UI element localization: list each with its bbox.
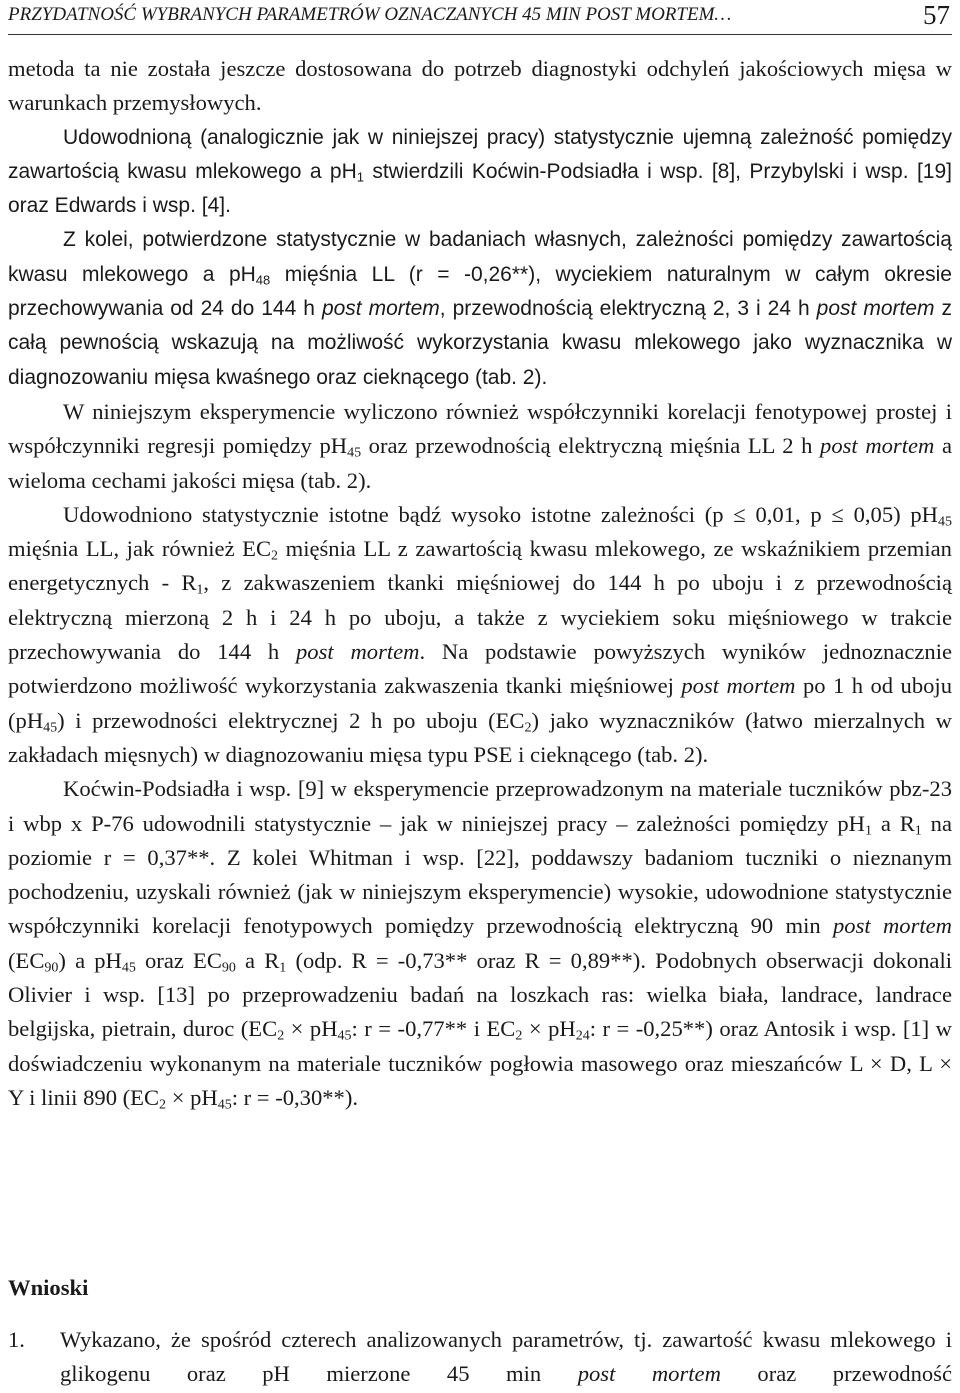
list-item-text: Wykazano, że spośród czterech analizowanych parametrów, tj. zawartość kwasu mlekowego i glikogenu oraz pH mierzone 45 min post mortem oraz przewodność — [60, 1327, 952, 1387]
running-title: PRZYDATNOŚĆ WYBRANYCH PARAMETRÓW OZNACZANYCH 45 MIN POST MORTEM… — [8, 4, 732, 25]
paragraph-4: Udowodniono statystycznie istotne bądź wysoko istotne zależności (p ≤ 0,01, p ≤ 0,05) $pH_{45}$ mięśnia LL, jak również $EC_2$ mięśnia LL z zawartością kwasu mlekowego, ze wskaźnikiem przemian energetycznych - $R_1$, z zakwaszeniem tkanki mięśniowej do 144 h po uboju i z przewodnością elektryczną mierzoną 2 h i 24 h po uboju, a także z wyciekiem soku mięśniowego w trakcie przechowywania do 144 h post mortem. Na podstawie powyższych wyników jednoznacznie potwierdzono możliwość wykorzystania zakwaszenia tkanki mięśniowej post mortem po 1 h od uboju $(pH_{45})$ i przewodności elektrycznej 2 h po uboju $(EC_2)$ jako wyznaczników (łatwo mierzalnych w zakładach mięsnych) w diagnozowaniu mięsa typu PSE i cieknącego (tab. 2). — [8, 501, 953, 767]
section-heading-wnioski: Wnioski — [8, 1275, 89, 1300]
page-number: 57 — [923, 0, 950, 30]
paragraph-5: Koćwin-Podsiadła i wsp. [9] w eksperymencie przeprowadzonym na materiale tuczników pbz-23 i wbp x P-76 udowodnili statystycznie – jak w niniejszej pracy – zależności pomiędzy $pH_1$ a $R_1$ na poziomie r = 0,37**. Z kolei Whitman i wsp. [22], poddawszy badaniom tuczniki o nieznanym pochodzeniu, uzyskali również (jak w niniejszym eksperymencie) wysokie, udowodnione statystycznie współczynniki korelacji fenotypowych pomiędzy przewodnością elektryczną 90 min post mortem $(EC_{90})$ a $pH_{45}$ oraz $EC_{90}$ a $R_1$ (odp. R = -0,73** oraz R = 0,89**). Podobnych obserwacji dokonali Olivier i wsp. [13] po przeprowadzeniu badań na loszkach ras: wielka biała, landrace, landrace belgijska, pietrain, duroc ($EC_2 \times pH_{45}$: r = -0,77** i $EC_2 \times pH_{24}$: r = -0,25**) oraz Antosik i wsp. [1] w doświadczeniu wykonanym na materiale tuczników pogłowia masowego oraz mieszańców L × D, L × Y i linii 890 ($EC_2 \times pH_{45}$: r = -0,30**). — [8, 776, 952, 1113]
paragraph-0: metoda ta nie została jeszcze dostosowana do potrzeb diagnostyki odchyleń jakościowych mięsa w warunkach przemysłowych. — [8, 56, 952, 116]
paragraph-3: W niniejszym eksperymencie wyliczono również współczynniki korelacji fenotypowej prostej i współczynniki regresji pomiędzy $pH_{45}$ oraz przewodnością elektryczną mięśnia LL 2 h post mortem a wieloma cechami jakości mięsa (tab. 2). — [8, 398, 952, 493]
paragraph-2: Z kolei, potwierdzone statystycznie w badaniach własnych, zależności pomiędzy zawartością kwasu mlekowego a $pH_{48}$ mięśnia LL (r = -0,26**), wyciekiem naturalnym w całym okresie przechowywania od 24 do 144 h post mortem, przewodnością elektryczną 2, 3 i 24 h post mortem z całą pewnością wskazują na możliwość wykorzystania kwasu mlekowego jako wyznacznika w diagnozowaniu mięsa kwaśnego oraz cieknącego (tab. 2). — [8, 228, 953, 389]
conclusions-list — [8, 1323, 952, 1392]
list-item-number: 1. — [8, 1327, 25, 1352]
running-header — [8, 2, 952, 35]
list-item — [8, 1323, 952, 1392]
paragraph-1: Udowodnioną (analogicznie jak w niniejszej pracy) statystycznie ujemną zależność pomiędzy zawartością kwasu mlekowego a $pH_1$ stwierdzili Koćwin-Podsiadła i wsp. [8], Przybylski i wsp. [19] oraz Edwards i wsp. [4]. — [8, 125, 952, 218]
body-text — [8, 52, 952, 1115]
